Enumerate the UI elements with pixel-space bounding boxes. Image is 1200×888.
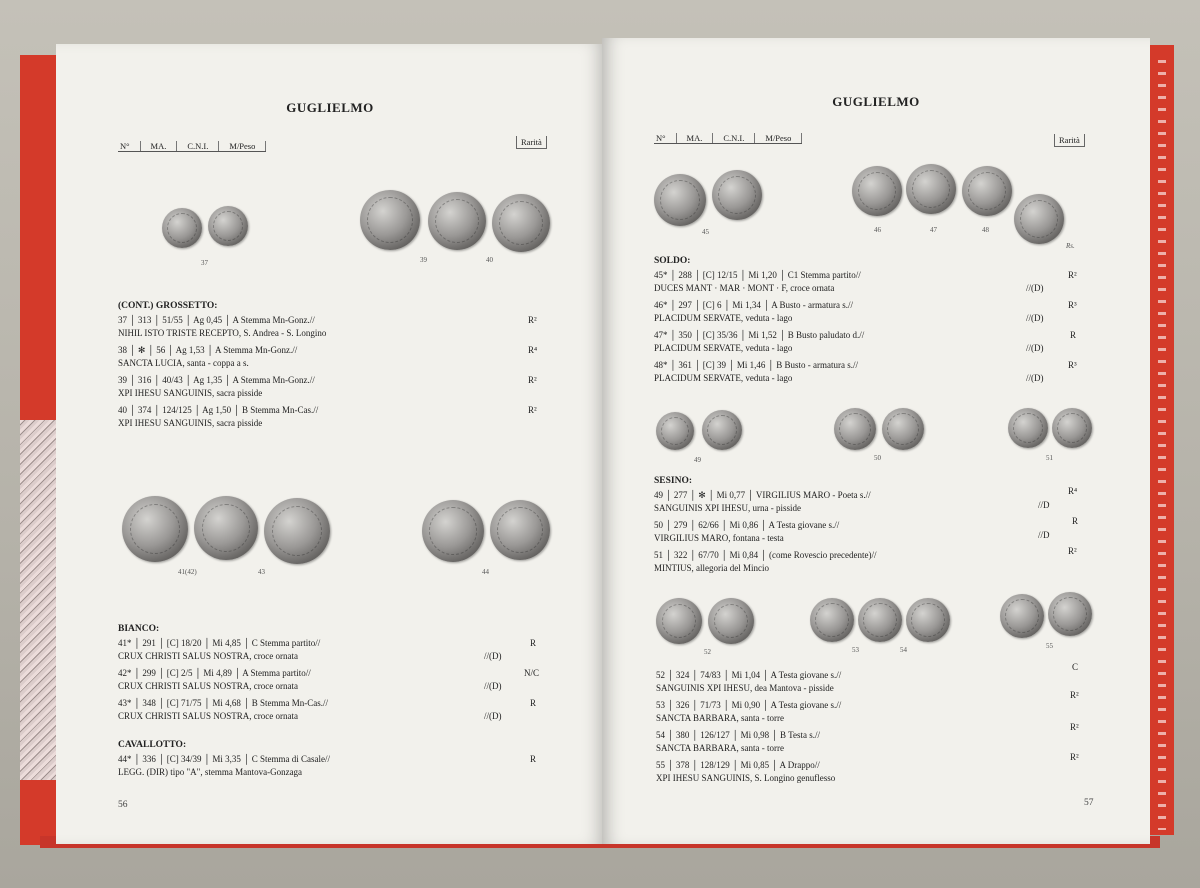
col-ma: MA. bbox=[677, 133, 714, 143]
coin-image bbox=[702, 410, 742, 450]
die-note: //D bbox=[1038, 500, 1050, 510]
coin-image bbox=[1014, 194, 1064, 244]
cover-engraving bbox=[20, 420, 60, 780]
catalog-entry: 38 │ ✻ │ 56 │ Ag 1,53 │ A Stemma Mn-Gonz.// bbox=[118, 345, 298, 355]
plate-caption: 37 bbox=[201, 259, 208, 267]
rarity-value: C bbox=[1072, 662, 1079, 672]
coin-image bbox=[882, 408, 924, 450]
catalog-entry: 48* │ 361 │ [C] 39 │ Mi 1,46 │ B Busto - armatura s.// bbox=[654, 360, 858, 370]
catalog-reverse: PLACIDUM SERVATE, veduta - lago bbox=[654, 373, 793, 383]
section-title: (CONT.) GROSSETTO: bbox=[118, 301, 218, 311]
rarity-value: R⁴ bbox=[1068, 486, 1078, 496]
catalog-entry: 47* │ 350 │ [C] 35/36 │ Mi 1,52 │ B Busto paludato d.// bbox=[654, 330, 865, 340]
column-headers bbox=[654, 133, 802, 144]
section-title: SOLDO: bbox=[654, 256, 691, 266]
page-number: 57 bbox=[1084, 798, 1094, 808]
col-peso: M/Peso bbox=[755, 133, 802, 143]
coin-image bbox=[1052, 408, 1092, 448]
rarity-value: R bbox=[1072, 516, 1079, 526]
die-note: //(D) bbox=[1026, 343, 1044, 353]
rarity-header: Rarità bbox=[1054, 134, 1085, 147]
plate-caption: 48 bbox=[982, 226, 989, 234]
rarity-value: R² bbox=[1068, 546, 1077, 556]
catalog-entry: 45* │ 288 │ [C] 12/15 │ Mi 1,20 │ C1 Stemma partito// bbox=[654, 270, 861, 280]
coin-image bbox=[428, 192, 486, 250]
catalog-entry: 50 │ 279 │ 62/66 │ Mi 0,86 │ A Testa giovane s.// bbox=[654, 520, 840, 530]
coin-image bbox=[208, 206, 248, 246]
catalog-entry: 41* │ 291 │ [C] 18/20 │ Mi 4,85 │ C Stemma partito// bbox=[118, 638, 321, 648]
catalog-reverse: XPI IHESU SANGUINIS, sacra pisside bbox=[118, 388, 263, 398]
catalog-reverse: MINTIUS, allegoria del Mincio bbox=[654, 563, 769, 573]
catalog-entry: 49 │ 277 │ ✻ │ Mi 0,77 │ VIRGILIUS MARO - Poeta s.// bbox=[654, 490, 871, 500]
plate-caption: 40 bbox=[486, 256, 493, 264]
plate-caption: 43 bbox=[258, 568, 265, 576]
catalog-reverse: PLACIDUM SERVATE, veduta - lago bbox=[654, 313, 793, 323]
rarity-value: R² bbox=[1068, 270, 1077, 280]
catalog-entry: 46* │ 297 │ [C] 6 │ Mi 1,34 │ A Busto - armatura s.// bbox=[654, 300, 853, 310]
section-title: BIANCO: bbox=[118, 624, 160, 634]
coin-image bbox=[1000, 594, 1044, 638]
catalog-reverse: CRUX CHRISTI SALUS NOSTRA, croce ornata bbox=[118, 711, 298, 721]
rarity-value: R bbox=[1070, 330, 1077, 340]
section-title: SESINO: bbox=[654, 476, 693, 486]
plate-caption: 52 bbox=[704, 648, 711, 656]
plate-caption: 51 bbox=[1046, 454, 1053, 462]
catalog-entry: 52 │ 324 │ 74/83 │ Mi 1,04 │ A Testa giovane s.// bbox=[656, 670, 842, 680]
catalog-reverse: SANGUINIS XPI IHESU, dea Mantova - pisside bbox=[656, 683, 834, 693]
catalog-entry: 39 │ 316 │ 40/43 │ Ag 1,35 │ A Stemma Mn-Gonz.// bbox=[118, 375, 315, 385]
coin-image bbox=[906, 598, 950, 642]
catalog-reverse: CRUX CHRISTI SALUS NOSTRA, croce ornata bbox=[118, 651, 298, 661]
column-headers bbox=[118, 141, 266, 152]
coin-image bbox=[810, 598, 854, 642]
die-note: //(D) bbox=[484, 651, 502, 661]
page-number: 56 bbox=[118, 800, 128, 810]
catalog-entry: 54 │ 380 │ 126/127 │ Mi 0,98 │ B Testa s.// bbox=[656, 730, 820, 740]
catalog-reverse: SANCTA BARBARA, santa - torre bbox=[656, 713, 785, 723]
die-note: //(D) bbox=[1026, 373, 1044, 383]
catalog-reverse: VIRGILIUS MARO, fontana - testa bbox=[654, 533, 784, 543]
right-page bbox=[602, 38, 1150, 844]
die-note: //(D) bbox=[484, 681, 502, 691]
page-header: GUGLIELMO bbox=[832, 94, 920, 109]
coin-image bbox=[834, 408, 876, 450]
rarity-value: R bbox=[530, 638, 537, 648]
coin-image bbox=[492, 194, 550, 252]
catalog-reverse: CRUX CHRISTI SALUS NOSTRA, croce ornata bbox=[118, 681, 298, 691]
coin-image bbox=[490, 500, 550, 560]
catalog-entry: 55 │ 378 │ 128/129 │ Mi 0,85 │ A Drappo// bbox=[656, 760, 820, 770]
coin-image bbox=[712, 170, 762, 220]
rarity-value: R² bbox=[528, 405, 537, 415]
coin-image bbox=[360, 190, 420, 250]
catalog-entry: 42* │ 299 │ [C] 2/5 │ Mi 4,89 │ A Stemma partito// bbox=[118, 668, 311, 678]
plate-caption: 45 bbox=[702, 228, 709, 236]
catalog-reverse: DUCES MANT · MAR · MONT · F, croce ornata bbox=[654, 283, 835, 293]
plate-caption: 46 bbox=[874, 226, 881, 234]
plate-caption: 49 bbox=[694, 456, 701, 464]
plate-caption: 54 bbox=[900, 646, 907, 654]
catalog-reverse: SANCTA LUCIA, santa - coppa a s. bbox=[118, 358, 249, 368]
catalog-entry: 53 │ 326 │ 71/73 │ Mi 0,90 │ A Testa giovane s.// bbox=[656, 700, 842, 710]
catalog-entry: 37 │ 313 │ 51/55 │ Ag 0,45 │ A Stemma Mn-Gonz.// bbox=[118, 315, 315, 325]
plate-caption: Rs. bbox=[1066, 242, 1075, 250]
coin-image bbox=[656, 598, 702, 644]
coin-image bbox=[656, 412, 694, 450]
catalog-reverse: SANCTA BARBARA, santa - torre bbox=[656, 743, 785, 753]
coin-image bbox=[122, 496, 188, 562]
catalog-reverse: PLACIDUM SERVATE, veduta - lago bbox=[654, 343, 793, 353]
die-note: //(D) bbox=[484, 711, 502, 721]
coin-image bbox=[858, 598, 902, 642]
col-number: N° bbox=[654, 133, 677, 143]
plate-caption: 44 bbox=[482, 568, 489, 576]
rarity-value: R² bbox=[528, 375, 537, 385]
rarity-value: N/C bbox=[524, 668, 540, 678]
rarity-value: R² bbox=[528, 315, 537, 325]
catalog-reverse: XPI IHESU SANGUINIS, sacra pisside bbox=[118, 418, 263, 428]
col-peso: M/Peso bbox=[219, 141, 266, 151]
die-note: //D bbox=[1038, 530, 1050, 540]
plate-caption: 50 bbox=[874, 454, 881, 462]
rarity-value: R⁴ bbox=[528, 345, 538, 355]
rarity-value: R² bbox=[1070, 722, 1079, 732]
section-title: CAVALLOTTO: bbox=[118, 740, 187, 750]
coin-image bbox=[708, 598, 754, 644]
plate-caption: 41(42) bbox=[178, 568, 197, 576]
plate-caption: 53 bbox=[852, 646, 859, 654]
rarity-value: R³ bbox=[1068, 360, 1077, 370]
plate-caption: 47 bbox=[930, 226, 937, 234]
catalog-entry: 40 │ 374 │ 124/125 │ Ag 1,50 │ B Stemma Mn-Cas.// bbox=[118, 405, 319, 415]
catalog-reverse: XPI IHESU SANGUINIS, S. Longino genuflesso bbox=[656, 773, 836, 783]
coin-image bbox=[264, 498, 330, 564]
plate-caption: 39 bbox=[420, 256, 427, 264]
catalog-entry: 51 │ 322 │ 67/70 │ Mi 0,84 │ (come Rovescio precedente)// bbox=[654, 550, 877, 560]
rarity-value: R bbox=[530, 698, 537, 708]
coin-image bbox=[1008, 408, 1048, 448]
coin-image bbox=[194, 496, 258, 560]
catalog-entry: 43* │ 348 │ [C] 71/75 │ Mi 4,68 │ B Stemma Mn-Cas.// bbox=[118, 698, 329, 708]
page-header: GUGLIELMO bbox=[286, 100, 374, 115]
col-cni: C.N.I. bbox=[177, 141, 219, 151]
rarity-value: R³ bbox=[1068, 300, 1077, 310]
catalog-reverse: LEGG. (DIR) tipo "A", stemma Mantova-Gonzaga bbox=[118, 767, 303, 777]
rarity-value: R² bbox=[1070, 690, 1079, 700]
rarity-value: R bbox=[530, 754, 537, 764]
catalog-entry: 44* │ 336 │ [C] 34/39 │ Mi 3,35 │ C Stemma di Casale// bbox=[118, 754, 330, 764]
col-cni: C.N.I. bbox=[713, 133, 755, 143]
catalog-reverse: SANGUINIS XPI IHESU, urna - pisside bbox=[654, 503, 801, 513]
die-note: //(D) bbox=[1026, 313, 1044, 323]
coin-image bbox=[906, 164, 956, 214]
coin-image bbox=[162, 208, 202, 248]
cover-decoration bbox=[1158, 60, 1166, 830]
col-ma: MA. bbox=[141, 141, 178, 151]
catalog-reverse: NIHIL ISTO TRISTE RECEPTO, S. Andrea - S. Longino bbox=[118, 328, 327, 338]
die-note: //(D) bbox=[1026, 283, 1044, 293]
rarity-value: R² bbox=[1070, 752, 1079, 762]
rarity-header: Rarità bbox=[516, 136, 547, 149]
coin-image bbox=[962, 166, 1012, 216]
col-number: N° bbox=[118, 141, 141, 151]
coin-image bbox=[1048, 592, 1092, 636]
coin-image bbox=[422, 500, 484, 562]
left-page bbox=[56, 44, 604, 844]
coin-image bbox=[852, 166, 902, 216]
coin-image bbox=[654, 174, 706, 226]
plate-caption: 55 bbox=[1046, 642, 1053, 650]
